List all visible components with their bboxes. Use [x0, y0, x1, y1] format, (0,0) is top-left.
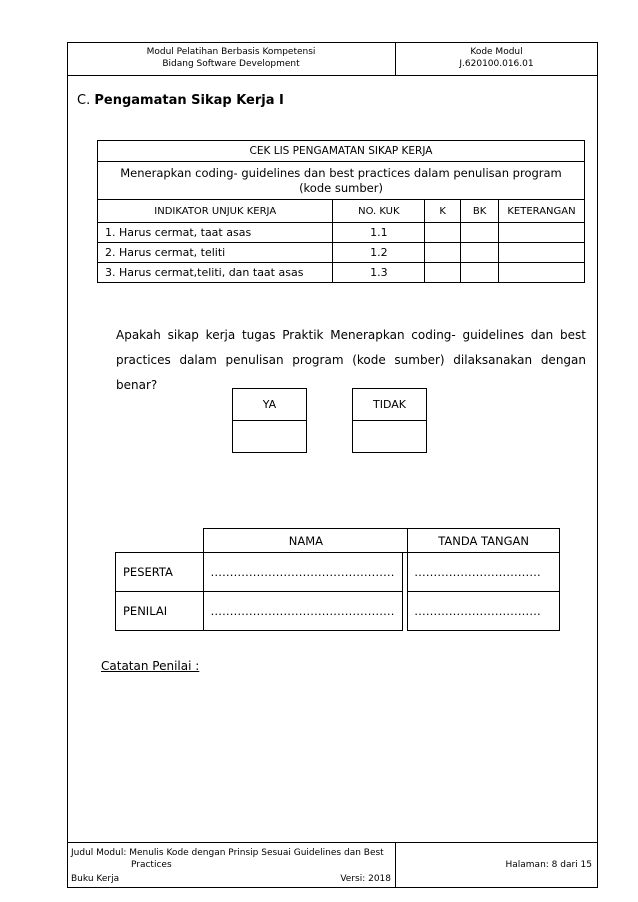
question-text: Apakah sikap kerja tugas Praktik Menerapkan coding- guidelines dan best practices dalam penulisan program (kode sumber) dilaksanakan dengan benar? — [116, 328, 586, 392]
answer-ya-label: YA — [233, 389, 306, 421]
header-right-line1: Kode Modul — [470, 47, 523, 57]
signature-corner — [116, 529, 204, 553]
answer-tidak-label: TIDAK — [353, 389, 426, 421]
table-row — [98, 223, 585, 243]
penilai-nama-field[interactable]: ………………………………………… — [204, 592, 403, 631]
col-header-keterangan: KETERANGAN — [499, 200, 585, 223]
role-peserta: PESERTA — [116, 553, 204, 592]
keterangan-cell[interactable] — [499, 263, 585, 283]
kuk-cell: 1.3 — [333, 263, 425, 283]
kuk-cell: 1.1 — [333, 223, 425, 243]
k-check-cell[interactable] — [425, 263, 461, 283]
keterangan-cell[interactable] — [499, 223, 585, 243]
k-check-cell[interactable] — [425, 243, 461, 263]
peserta-nama-field[interactable]: ………………………………………… — [204, 553, 403, 592]
table-row — [98, 243, 585, 263]
col-header-k: K — [425, 200, 461, 223]
header-left-line2: Bidang Software Development — [162, 59, 300, 69]
footer-halaman: Halaman: 8 dari 15 — [505, 860, 592, 870]
answer-tidak-box[interactable] — [352, 388, 427, 453]
peserta-ttd-field[interactable]: …………………………… — [408, 553, 560, 592]
checklist-table — [97, 140, 585, 283]
section-title: Pengamatan Sikap Kerja I — [94, 93, 284, 108]
indikator-cell: 3. Harus cermat,teliti, dan taat asas — [98, 263, 333, 283]
header-left-line1: Modul Pelatihan Berbasis Kompetensi — [146, 47, 316, 57]
checklist-subtitle: Menerapkan coding- guidelines dan best practices dalam penulisan program (kode sumber) — [98, 162, 585, 200]
indikator-cell: 1. Harus cermat, taat asas — [98, 223, 333, 243]
indikator-cell: 2. Harus cermat, teliti — [98, 243, 333, 263]
keterangan-cell[interactable] — [499, 243, 585, 263]
kuk-cell: 1.2 — [333, 243, 425, 263]
col-header-nama: NAMA — [204, 529, 408, 553]
catatan-penilai-label: Catatan Penilai : — [101, 659, 200, 673]
bk-check-cell[interactable] — [461, 243, 499, 263]
col-header-bk: BK — [461, 200, 499, 223]
page-footer — [67, 842, 598, 888]
checklist-title: CEK LIS PENGAMATAN SIKAP KERJA — [98, 141, 585, 162]
header-module-code — [396, 42, 597, 75]
col-header-kuk: NO. KUK — [333, 200, 425, 223]
page-header — [67, 42, 598, 76]
col-header-indikator: INDIKATOR UNJUK KERJA — [98, 200, 333, 223]
answer-ya-box[interactable] — [232, 388, 307, 453]
footer-judul-line2: Practices — [131, 860, 172, 870]
footer-versi: Versi: 2018 — [340, 874, 391, 884]
table-row — [116, 592, 560, 631]
k-check-cell[interactable] — [425, 223, 461, 243]
answer-tidak-checkbox[interactable] — [353, 421, 426, 452]
bk-check-cell[interactable] — [461, 263, 499, 283]
penilai-ttd-field[interactable]: …………………………… — [408, 592, 560, 631]
table-row — [116, 553, 560, 592]
signature-table — [115, 528, 560, 631]
answer-ya-checkbox[interactable] — [233, 421, 306, 452]
footer-buku: Buku Kerja — [71, 874, 120, 884]
role-penilai: PENILAI — [116, 592, 204, 631]
header-right-line2: J.620100.016.01 — [459, 59, 534, 69]
bk-check-cell[interactable] — [461, 223, 499, 243]
section-letter: C. — [77, 93, 91, 108]
footer-judul-line1: Judul Modul: Menulis Kode dengan Prinsip Sesuai Guidelines dan Best — [71, 848, 384, 858]
header-module-info — [67, 42, 396, 75]
section-heading — [77, 93, 284, 108]
table-row — [98, 263, 585, 283]
footer-module-info — [67, 843, 396, 888]
col-header-tanda-tangan: TANDA TANGAN — [408, 529, 560, 553]
